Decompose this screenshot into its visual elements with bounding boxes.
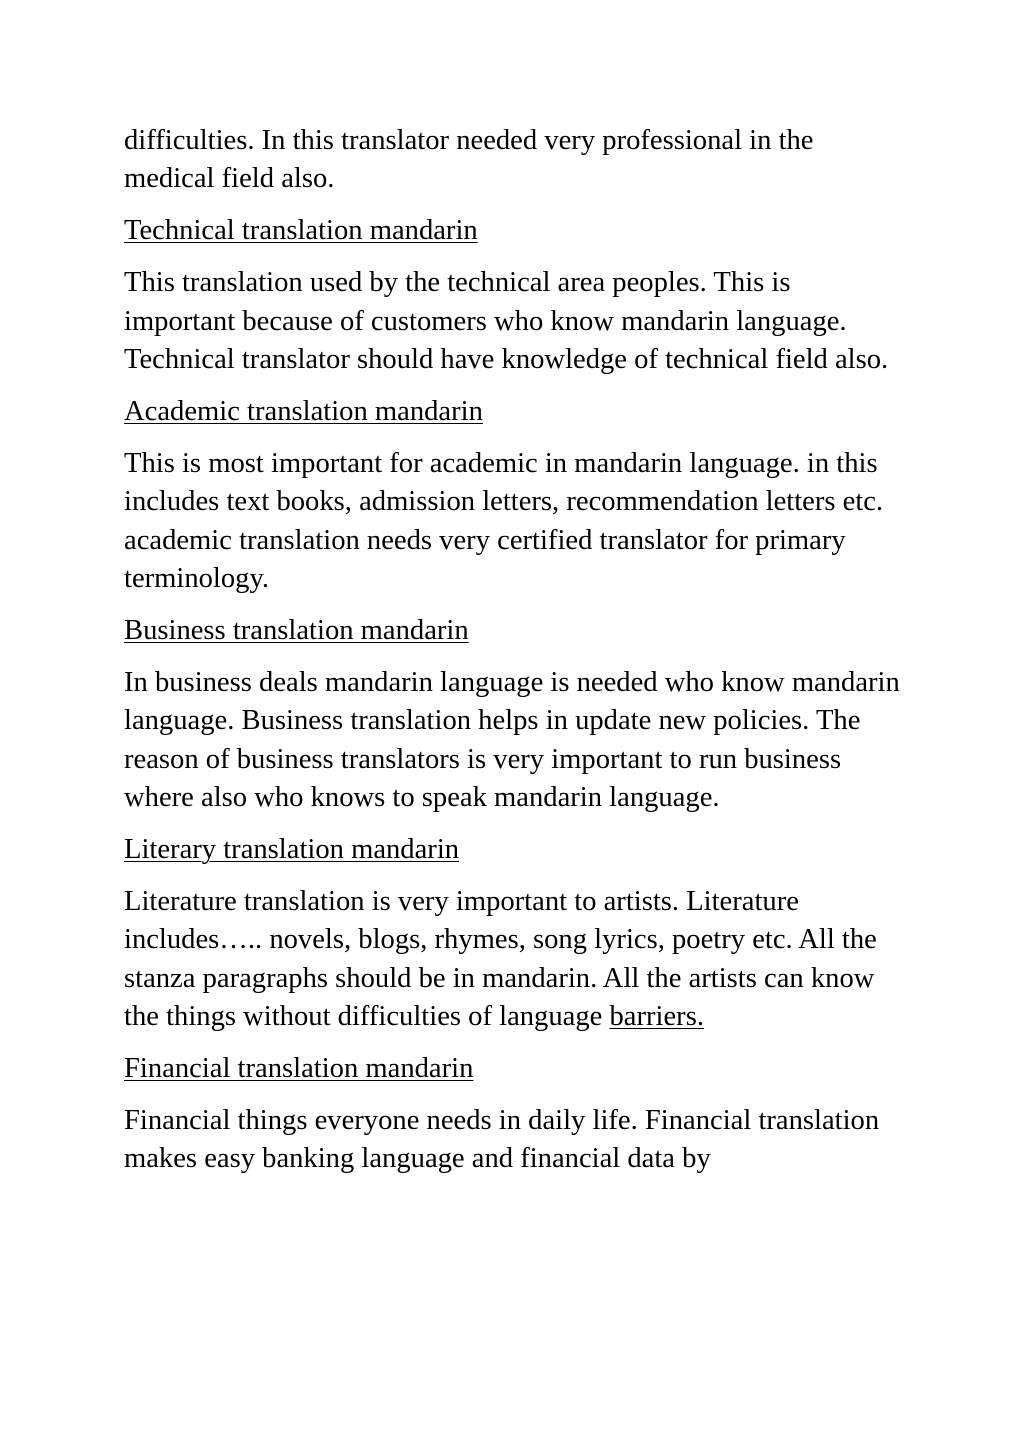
section-heading-literary: Literary translation mandarin bbox=[124, 834, 460, 865]
section-heading-financial: Financial translation mandarin bbox=[124, 1053, 474, 1085]
section-body-literary-text: Literature translation is very important to artists. Literature includes….. novels, blogs, rhymes, song lyrics, poetry etc. All the stanza paragraphs should be in mandarin. All the artists can know the things without difficulties of language bbox=[124, 885, 877, 1033]
section-body-technical: This translation used by the technical area peoples. This is important because of customers who know mandarin language. Technical translator should have knowledge of technical field also. bbox=[124, 267, 889, 376]
intro-paragraph: difficulties. In this translator needed very professional in the medical field also. bbox=[124, 125, 814, 195]
section-body-literary-underlined-word: barriers. bbox=[609, 1001, 704, 1033]
section-body-financial: Financial things everyone needs in daily life. Financial translation makes easy banking language and financial data by bbox=[124, 1104, 880, 1175]
document-page bbox=[124, 122, 904, 1192]
section-heading-technical: Technical translation mandarin bbox=[124, 215, 478, 247]
section-body-academic: This is most important for academic in mandarin language. in this includes text books, admission letters, recommendation letters etc. academic translation needs very certified translator for primary terminology. bbox=[124, 447, 884, 595]
section-body-business: In business deals mandarin language is needed who know mandarin language. Business translation helps in update new policies. The reason of business translators is very important to run business where also who knows to speak mandarin language. bbox=[124, 666, 900, 814]
section-heading-academic: Academic translation mandarin bbox=[124, 395, 483, 427]
section-body-literary bbox=[124, 883, 904, 1037]
section-heading-business: Business translation mandarin bbox=[124, 614, 469, 646]
